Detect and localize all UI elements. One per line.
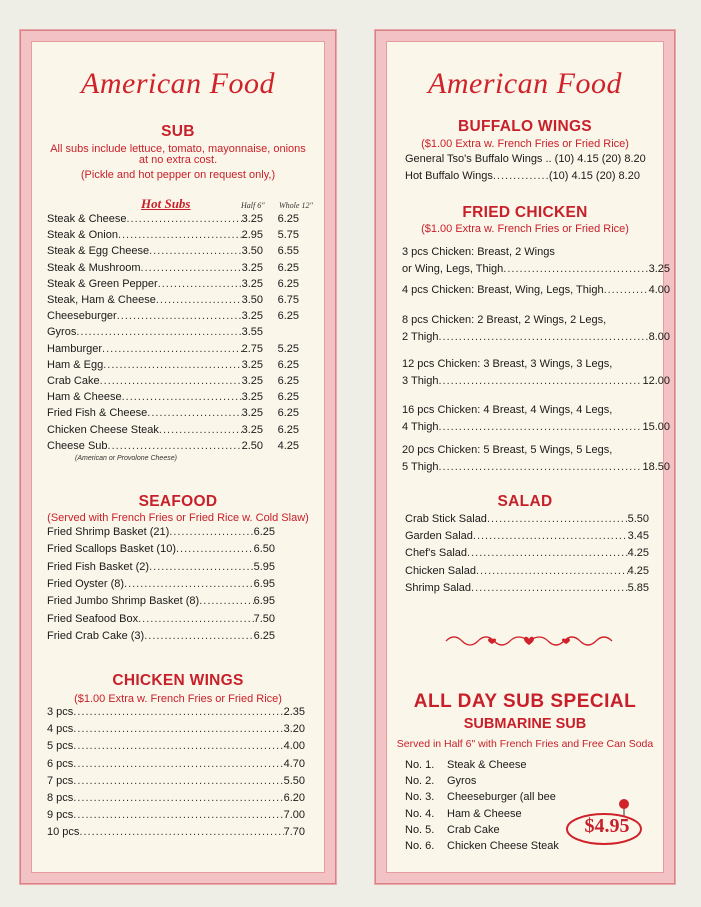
leader-dots — [108, 439, 242, 453]
item-name: Gyros — [47, 326, 77, 339]
item-name: 2 Thigh — [402, 331, 439, 343]
buffalo-note: ($1.00 Extra w. French Fries or Fried Rice) — [421, 138, 629, 150]
item-price: 5.50 — [283, 774, 305, 787]
item-price: 7.00 — [283, 809, 305, 822]
seafood-note: (Served with French Fries or Fried Rice w. Cold Slaw) — [47, 512, 309, 524]
menu-item-row — [47, 212, 299, 226]
buffalo-line-2 — [405, 169, 667, 183]
item-price: (10) 4.15 (20) 8.20 — [548, 170, 640, 182]
item-name: Fried Fish & Cheese — [47, 407, 148, 420]
special-item — [405, 823, 500, 837]
item-name: Shrimp Salad — [405, 581, 472, 594]
leader-dots — [73, 808, 283, 822]
leader-dots — [79, 825, 283, 839]
item-price-whole: 6.25 — [277, 391, 299, 404]
item-name: Hot Buffalo Wings — [405, 170, 493, 182]
item-price: 3.25 — [241, 375, 263, 387]
menu-item-row — [47, 629, 275, 643]
menu-item-row — [47, 757, 305, 771]
menu-item-row — [47, 406, 299, 420]
special-item — [405, 839, 559, 853]
item-price: 8.00 — [648, 331, 670, 343]
item-name: Cheese Sub — [47, 439, 108, 452]
item-price-whole: 6.25 — [277, 261, 299, 274]
item-name: Steak & Mushroom — [47, 261, 141, 274]
section-title-fried-chicken: FRIED CHICKEN — [462, 204, 588, 221]
section-title-buffalo-wings: BUFFALO WINGS — [458, 118, 592, 135]
item-name: 10 pcs — [47, 826, 80, 839]
special-item-number: No. 5. — [405, 823, 435, 836]
leader-dots — [124, 577, 254, 591]
leader-dots — [503, 262, 648, 276]
special-item — [405, 807, 522, 821]
item-price-whole: 6.75 — [277, 294, 299, 306]
leader-dots — [176, 542, 254, 556]
special-item — [405, 774, 476, 788]
item-price: 2.35 — [283, 706, 305, 718]
section-title-salad: SALAD — [497, 493, 553, 510]
menu-item-row — [405, 512, 649, 526]
item-price: 3.50 — [241, 294, 263, 306]
menu-item-row — [47, 374, 299, 388]
leader-dots — [439, 420, 643, 434]
leader-dots — [439, 330, 649, 344]
special-item-number: No. 6. — [405, 840, 435, 852]
special-note: Served in Half 6" with French Fries and Free Can Soda — [396, 738, 654, 750]
menu-item-row — [405, 529, 649, 543]
item-name: Ham & Egg — [47, 358, 104, 371]
leader-dots — [439, 374, 643, 388]
leader-dots — [73, 791, 283, 805]
item-price: 4.00 — [648, 284, 670, 296]
item-price: 7.50 — [253, 612, 275, 625]
menu-item-row — [47, 325, 299, 339]
menu-item-row — [47, 774, 305, 788]
special-item-name: Gyros — [447, 775, 477, 788]
item-name: 3 pcs — [47, 706, 74, 718]
item-price: 3.25 — [241, 277, 263, 290]
leader-dots — [169, 525, 253, 539]
special-item — [405, 758, 527, 772]
item-name: Fried Fish Basket (2) — [47, 560, 150, 573]
wings-note: ($1.00 Extra w. French Fries or Fried Rice) — [74, 693, 282, 705]
item-price: 5.85 — [627, 581, 649, 594]
buffalo-line-1: General Tso's Buffalo Wings .. (10) 4.15 (20) 8.20 — [405, 153, 646, 165]
item-price-whole: 4.25 — [277, 439, 299, 452]
menu-item-row — [47, 612, 275, 626]
item-name: Cheeseburger — [47, 310, 117, 323]
menu-item-row — [47, 825, 305, 839]
item-name: 5 pcs — [47, 740, 74, 753]
leader-dots — [73, 722, 283, 736]
special-item-name: Crab Cake — [447, 823, 500, 836]
menu-item-row — [402, 420, 670, 434]
menu-item-row — [405, 581, 649, 595]
menu-item-row — [47, 293, 299, 307]
leader-dots — [73, 774, 283, 788]
item-name: 4 pcs — [47, 723, 74, 736]
menu-item-row — [47, 228, 299, 242]
menu-item-row — [402, 330, 670, 344]
brand-title: American Food — [81, 67, 275, 100]
col-whole: Whole 12" — [279, 201, 313, 210]
menu-item-row — [47, 808, 305, 822]
leader-dots — [604, 283, 649, 297]
item-name: or Wing, Legs, Thigh — [402, 263, 504, 275]
leader-dots — [76, 325, 241, 339]
item-price: 3.25 — [241, 407, 263, 420]
item-price-whole: 6.25 — [277, 310, 299, 323]
section-title-seafood: SEAFOOD — [138, 493, 218, 510]
item-name: Fried Shrimp Basket (21) — [47, 526, 170, 538]
item-name: 9 pcs — [47, 809, 74, 822]
item-price-whole: 6.25 — [277, 375, 299, 387]
item-price-whole: 6.25 — [277, 213, 299, 225]
leader-dots — [141, 261, 242, 275]
item-price: 6.25 — [253, 629, 275, 642]
leader-dots — [467, 546, 628, 560]
leader-dots — [127, 212, 242, 226]
item-price: 4.00 — [283, 740, 305, 753]
item-price: 3.50 — [241, 245, 263, 258]
special-item-name: Ham & Cheese — [447, 807, 522, 820]
leader-dots — [138, 612, 253, 626]
item-desc: 12 pcs Chicken: 3 Breast, 3 Wings, 3 Legs, — [402, 358, 613, 370]
item-price: 12.00 — [642, 375, 670, 387]
item-price: 18.50 — [642, 461, 670, 473]
item-price: 3.25 — [241, 310, 263, 323]
item-price: 5.50 — [627, 513, 649, 525]
item-name: 5 Thigh — [402, 461, 439, 473]
item-name: 3 Thigh — [402, 375, 439, 387]
brand-title: American Food — [428, 67, 622, 100]
leader-dots — [147, 406, 241, 420]
menu-item-row — [47, 739, 305, 753]
item-name: Ham & Cheese — [47, 391, 122, 404]
item-price: 3.20 — [283, 723, 305, 736]
item-price: 3.25 — [241, 261, 263, 274]
menu-item-row — [47, 705, 305, 719]
item-price: 7.70 — [283, 826, 305, 839]
item-name: 4 pcs Chicken: Breast, Wing, Legs, Thigh — [402, 284, 604, 296]
item-price: 2.50 — [241, 439, 263, 452]
special-item — [405, 790, 556, 804]
item-price: 5.95 — [253, 560, 275, 573]
menu-item-row — [47, 390, 299, 404]
special-subtitle: SUBMARINE SUB — [463, 716, 587, 732]
special-item-name: Cheeseburger (all bee — [447, 791, 556, 804]
item-name: 8 pcs — [47, 792, 74, 804]
item-price: 6.20 — [283, 792, 305, 804]
item-desc: 20 pcs Chicken: 5 Breast, 5 Wings, 5 Legs, — [402, 444, 613, 456]
leader-dots — [118, 228, 242, 242]
menu-item-row — [402, 283, 670, 297]
item-name: Hamburger — [47, 342, 103, 355]
item-price: 6.25 — [253, 526, 275, 538]
leader-dots — [471, 581, 628, 595]
menu-item-row — [47, 261, 299, 275]
special-item-name: Chicken Cheese Steak — [447, 840, 559, 852]
leader-dots — [100, 374, 242, 388]
item-price: 3.25 — [648, 263, 670, 275]
sub-note-2: at no extra cost. — [138, 154, 218, 166]
leader-dots — [144, 629, 253, 643]
item-name: Steak & Cheese — [47, 213, 127, 225]
item-price: 3.25 — [241, 213, 263, 225]
sub-note-3: (Pickle and hot pepper on request only,) — [80, 169, 276, 181]
menu-item-row — [47, 277, 299, 291]
item-price: 3.25 — [241, 423, 263, 436]
leader-dots — [149, 244, 241, 258]
item-name: 7 pcs — [47, 774, 74, 787]
menu-item-row — [405, 546, 649, 560]
leader-dots — [149, 560, 253, 574]
section-title-chicken-wings: CHICKEN WINGS — [112, 672, 244, 689]
item-name: Fried Scallops Basket (10) — [47, 543, 176, 556]
item-name: Fried Oyster (8) — [47, 577, 125, 590]
leader-dots — [159, 423, 242, 437]
special-item-name: Steak & Cheese — [447, 759, 527, 771]
item-name: 6 pcs — [47, 757, 74, 770]
menu-item-row — [405, 564, 649, 578]
item-name: Chef's Salad — [405, 547, 468, 560]
pin-icon — [619, 799, 629, 809]
menu-item-row — [47, 577, 275, 591]
menu-item-row — [402, 460, 670, 474]
item-name: Fried Jumbo Shrimp Basket (8) — [47, 595, 200, 608]
section-title-sub: SUB — [161, 123, 195, 140]
item-price: 15.00 — [642, 421, 670, 433]
sub-note-1: All subs include lettuce, tomato, mayonnaise, onions — [50, 143, 306, 155]
item-price: 6.95 — [253, 577, 275, 590]
item-price: 3.25 — [241, 391, 263, 404]
item-desc: 8 pcs Chicken: 2 Breast, 2 Wings, 2 Legs, — [402, 314, 607, 326]
hearts-divider — [444, 633, 614, 649]
item-name: Crab Cake — [47, 375, 100, 387]
leader-dots — [476, 564, 628, 578]
menu-item-row — [47, 722, 305, 736]
leader-dots — [73, 757, 283, 771]
item-price: 4.25 — [627, 564, 649, 577]
item-price-whole: 5.25 — [277, 342, 299, 355]
menu-item-row — [47, 342, 299, 356]
menu-item-row — [47, 791, 305, 805]
item-price-whole: 6.25 — [277, 407, 299, 420]
fried-chicken-note: ($1.00 Extra w. French Fries or Fried Rice) — [421, 223, 629, 235]
leader-dots — [439, 460, 643, 474]
menu-item-row — [47, 358, 299, 372]
item-price: 3.25 — [241, 358, 263, 371]
menu-item-row — [47, 560, 275, 574]
item-name: Garden Salad — [405, 530, 473, 543]
leader-dots — [117, 309, 242, 323]
special-item-number: No. 3. — [405, 791, 435, 804]
special-item-number: No. 4. — [405, 807, 435, 820]
item-price-whole: 6.25 — [277, 277, 299, 290]
menu-item-row — [47, 423, 299, 437]
menu-item-row — [47, 439, 299, 453]
special-title: ALL DAY SUB SPECIAL — [413, 691, 637, 712]
special-item-number: No. 1. — [405, 759, 435, 771]
menu-item-row — [402, 374, 670, 388]
item-name: Steak & Egg Cheese — [47, 245, 150, 258]
item-price-whole: 6.25 — [277, 423, 299, 436]
hot-subs-title: Hot Subs — [141, 196, 191, 211]
leader-dots — [199, 594, 253, 608]
item-name: Steak & Green Pepper — [47, 277, 158, 290]
item-price-whole: 5.75 — [277, 229, 299, 242]
leader-dots — [156, 293, 242, 307]
menu-panel-left — [20, 30, 336, 884]
leader-dots — [158, 277, 242, 291]
item-price: 2.75 — [241, 342, 263, 355]
item-name: Steak, Ham & Cheese — [47, 294, 156, 306]
special-item-number: No. 2. — [405, 775, 435, 788]
item-desc: 16 pcs Chicken: 4 Breast, 4 Wings, 4 Legs, — [402, 404, 613, 416]
item-price: 4.25 — [627, 547, 649, 560]
leader-dots — [487, 512, 628, 526]
menu-item-row — [47, 309, 299, 323]
item-name: Crab Stick Salad — [405, 513, 487, 525]
item-price-whole: 6.25 — [277, 358, 299, 371]
item-desc: 3 pcs Chicken: Breast, 2 Wings — [402, 246, 555, 258]
leader-dots — [73, 705, 283, 719]
item-name: Fried Crab Cake (3) — [47, 629, 145, 642]
item-name: 4 Thigh — [402, 421, 439, 433]
menu-panel-right — [375, 30, 675, 884]
item-name: Fried Seafood Box — [47, 612, 139, 625]
item-name: Chicken Salad — [405, 564, 476, 577]
leader-dots — [103, 358, 241, 372]
menu-item-row — [402, 262, 670, 276]
item-price: 3.45 — [627, 530, 649, 543]
menu-item-row — [47, 542, 275, 556]
item-price: 4.70 — [283, 757, 305, 770]
menu-item-row — [47, 594, 275, 608]
menu-item-row — [47, 525, 275, 539]
item-price: 3.55 — [241, 326, 263, 339]
item-name: Chicken Cheese Steak — [47, 423, 159, 436]
leader-dots — [122, 390, 242, 404]
col-half: Half 6" — [241, 201, 265, 210]
item-name: Steak & Onion — [47, 229, 118, 242]
leader-dots — [73, 739, 283, 753]
cheese-note: (American or Provolone Cheese) — [75, 455, 177, 462]
item-price: 6.95 — [253, 595, 275, 608]
menu-item-row — [47, 244, 299, 258]
item-price: 2.95 — [241, 229, 263, 242]
item-price: 6.50 — [253, 543, 275, 556]
leader-dots — [473, 529, 628, 543]
leader-dots — [102, 342, 242, 356]
special-price: $4.95 — [584, 815, 630, 837]
item-price-whole: 6.55 — [277, 245, 299, 258]
